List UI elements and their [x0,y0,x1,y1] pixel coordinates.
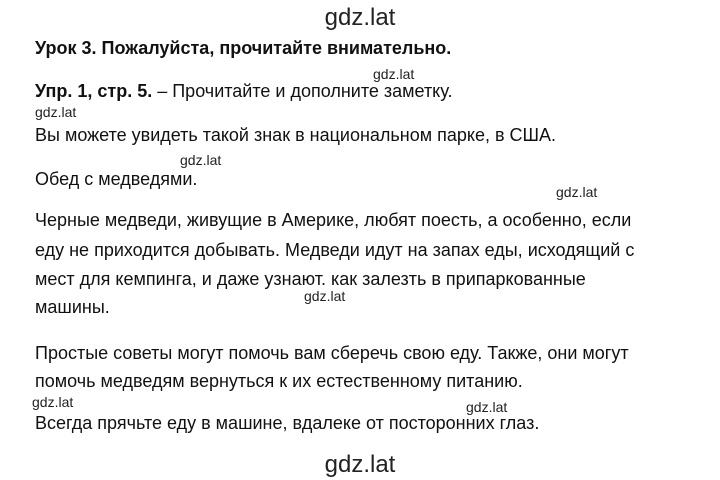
paragraph-line: Простые советы могут помочь вам сберечь свою еду. Также, они могут [35,343,629,363]
watermark-small: gdz.lat [466,399,508,415]
exercise-task: – Прочитайте и дополните заметку. [152,81,453,101]
paragraph-line: Черные медведи, живущие в Америке, любят поесть, а особенно, если [35,210,632,230]
paragraph-line: помочь медведям вернуться к их естественному питанию. [35,371,523,391]
exercise-label: Упр. 1, стр. 5. [35,81,153,101]
watermark-small: gdz.lat [556,184,598,200]
watermark-small: gdz.lat [32,394,74,410]
paragraph-line: Вы можете увидеть такой знак в национальном парке, в США. [35,125,557,145]
watermark-small: gdz.lat [180,152,222,168]
paragraph-line: мест для кемпинга, и даже узнают. как залезть в припаркованные [35,269,586,289]
paragraph-line: машины. [35,297,110,317]
watermark-small: gdz.lat [373,66,415,82]
watermark-small: gdz.lat [304,288,346,304]
paragraph-line: Всегда прячьте еду в машине, вдалеке от посторонних глаз. [35,413,540,433]
note-title: Обед с медведями. [35,169,198,189]
lesson-title: Урок 3. Пожалуйста, прочитайте внимательно. [35,38,452,58]
exercise-heading [35,80,452,102]
watermark-small: gdz.lat [35,104,77,120]
watermark-top: gdz.lat [324,4,396,31]
watermark-bottom: gdz.lat [324,451,396,478]
paragraph-line: еду не приходится добывать. Медведи идут на запах еды, исходящий с [35,240,635,260]
